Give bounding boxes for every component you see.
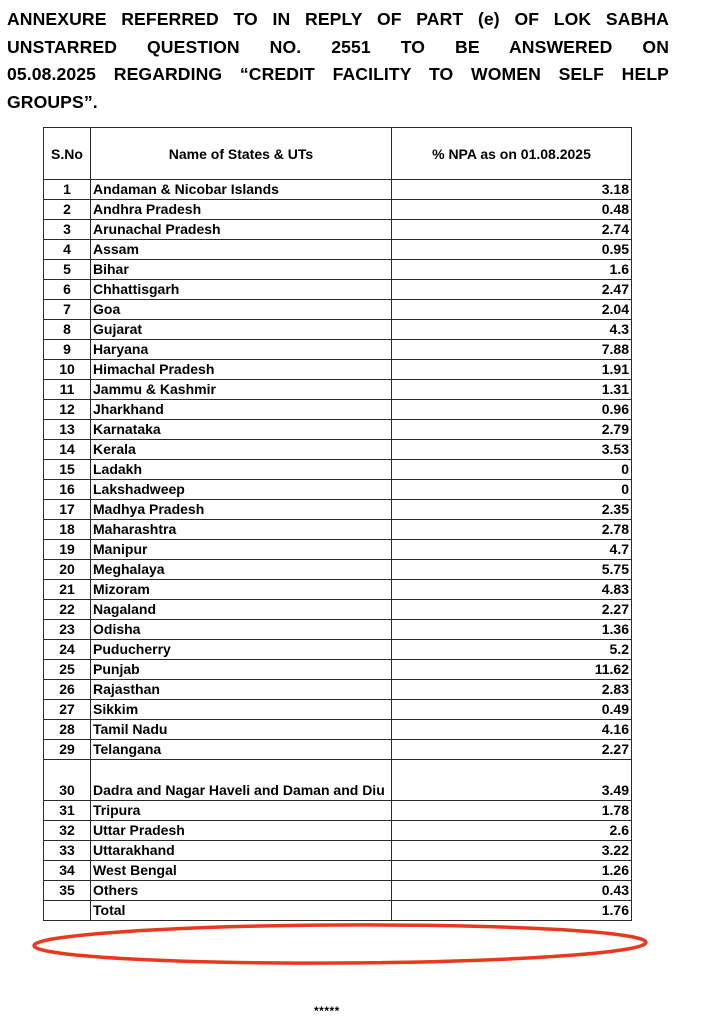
row-state-name: Telangana bbox=[91, 740, 392, 760]
row-state-name: Maharashtra bbox=[91, 520, 392, 540]
row-state-name: Bihar bbox=[91, 260, 392, 280]
row-sno: 16 bbox=[44, 480, 91, 500]
table-row bbox=[44, 480, 632, 500]
row-npa-value: 0.49 bbox=[392, 700, 632, 720]
row-npa-value: 1.36 bbox=[392, 620, 632, 640]
table-row bbox=[44, 380, 632, 400]
row-npa-value: 1.26 bbox=[392, 861, 632, 881]
row-npa-value: 0.95 bbox=[392, 240, 632, 260]
row-sno: 8 bbox=[44, 320, 91, 340]
table-row bbox=[44, 560, 632, 580]
row-npa-value: 0.43 bbox=[392, 881, 632, 901]
row-state-name: Jammu & Kashmir bbox=[91, 380, 392, 400]
table-row bbox=[44, 300, 632, 320]
row-sno: 23 bbox=[44, 620, 91, 640]
row-sno: 26 bbox=[44, 680, 91, 700]
row-state-name: Lakshadweep bbox=[91, 480, 392, 500]
table-row bbox=[44, 360, 632, 380]
table-row bbox=[44, 400, 632, 420]
row-sno: 22 bbox=[44, 600, 91, 620]
row-npa-value: 0 bbox=[392, 480, 632, 500]
heading-line: GROUPS”. bbox=[7, 91, 98, 112]
table-row bbox=[44, 760, 632, 801]
row-sno: 3 bbox=[44, 220, 91, 240]
row-state-name: Madhya Pradesh bbox=[91, 500, 392, 520]
row-state-name: Meghalaya bbox=[91, 560, 392, 580]
heading-line: 05.08.2025 REGARDING “CREDIT FACILITY TO WOMEN SELF HELP bbox=[7, 64, 669, 84]
row-npa-value: 3.18 bbox=[392, 180, 632, 200]
row-npa-value: 2.78 bbox=[392, 520, 632, 540]
row-state-name: Kerala bbox=[91, 440, 392, 460]
table-row bbox=[44, 440, 632, 460]
row-npa-value: 5.75 bbox=[392, 560, 632, 580]
table-row bbox=[44, 700, 632, 720]
column-header-sno: S.No bbox=[44, 128, 91, 180]
row-npa-value: 0 bbox=[392, 460, 632, 480]
row-sno: 35 bbox=[44, 881, 91, 901]
row-state-name: Chhattisgarh bbox=[91, 280, 392, 300]
row-sno: 14 bbox=[44, 440, 91, 460]
total-npa-value: 1.76 bbox=[392, 901, 632, 921]
row-npa-value: 1.31 bbox=[392, 380, 632, 400]
row-npa-value: 3.49 bbox=[392, 760, 632, 801]
row-state-name: Mizoram bbox=[91, 580, 392, 600]
table-row bbox=[44, 260, 632, 280]
heading-line: ANNEXURE REFERRED TO IN REPLY OF PART (e) OF LOK SABHA bbox=[7, 9, 669, 29]
row-sno: 28 bbox=[44, 720, 91, 740]
row-state-name: Sikkim bbox=[91, 700, 392, 720]
row-sno: 19 bbox=[44, 540, 91, 560]
row-state-name: Rajasthan bbox=[91, 680, 392, 700]
table-row bbox=[44, 420, 632, 440]
row-sno: 2 bbox=[44, 200, 91, 220]
row-npa-value: 7.88 bbox=[392, 340, 632, 360]
row-sno: 10 bbox=[44, 360, 91, 380]
table-row bbox=[44, 180, 632, 200]
heading-line: UNSTARRED QUESTION NO. 2551 TO BE ANSWERED ON bbox=[7, 36, 669, 57]
row-state-name: Manipur bbox=[91, 540, 392, 560]
table-row bbox=[44, 660, 632, 680]
table-row bbox=[44, 740, 632, 760]
table-row bbox=[44, 680, 632, 700]
table-row bbox=[44, 200, 632, 220]
row-npa-value: 1.6 bbox=[392, 260, 632, 280]
row-npa-value: 1.91 bbox=[392, 360, 632, 380]
row-npa-value: 3.53 bbox=[392, 440, 632, 460]
total-sno bbox=[44, 901, 91, 921]
row-state-name: Uttarakhand bbox=[91, 841, 392, 861]
row-state-name: Uttar Pradesh bbox=[91, 821, 392, 841]
row-state-name: Assam bbox=[91, 240, 392, 260]
row-state-name: Haryana bbox=[91, 340, 392, 360]
row-npa-value: 1.78 bbox=[392, 801, 632, 821]
row-sno: 7 bbox=[44, 300, 91, 320]
row-npa-value: 2.35 bbox=[392, 500, 632, 520]
row-npa-value: 0.96 bbox=[392, 400, 632, 420]
row-state-name: Ladakh bbox=[91, 460, 392, 480]
row-state-name: Punjab bbox=[91, 660, 392, 680]
row-npa-value: 2.79 bbox=[392, 420, 632, 440]
row-state-name: Karnataka bbox=[91, 420, 392, 440]
row-sno: 27 bbox=[44, 700, 91, 720]
row-sno: 25 bbox=[44, 660, 91, 680]
row-sno: 12 bbox=[44, 400, 91, 420]
table-row bbox=[44, 340, 632, 360]
table-row bbox=[44, 460, 632, 480]
row-sno: 24 bbox=[44, 640, 91, 660]
row-state-name: Tamil Nadu bbox=[91, 720, 392, 740]
row-state-name: Himachal Pradesh bbox=[91, 360, 392, 380]
row-sno: 17 bbox=[44, 500, 91, 520]
row-sno: 11 bbox=[44, 380, 91, 400]
row-sno: 4 bbox=[44, 240, 91, 260]
row-npa-value: 2.83 bbox=[392, 680, 632, 700]
row-sno: 33 bbox=[44, 841, 91, 861]
row-sno: 30 bbox=[44, 760, 91, 801]
row-state-name: West Bengal bbox=[91, 861, 392, 881]
row-sno: 5 bbox=[44, 260, 91, 280]
table-row bbox=[44, 320, 632, 340]
table-row bbox=[44, 240, 632, 260]
row-sno: 9 bbox=[44, 340, 91, 360]
row-state-name: Nagaland bbox=[91, 600, 392, 620]
row-npa-value: 3.22 bbox=[392, 841, 632, 861]
table-row bbox=[44, 500, 632, 520]
row-npa-value: 2.27 bbox=[392, 600, 632, 620]
table-row bbox=[44, 841, 632, 861]
npa-table bbox=[43, 127, 632, 921]
row-state-name: Jharkhand bbox=[91, 400, 392, 420]
table-row bbox=[44, 520, 632, 540]
row-npa-value: 11.62 bbox=[392, 660, 632, 680]
row-state-name: Dadra and Nagar Haveli and Daman and Diu bbox=[91, 760, 392, 801]
row-npa-value: 4.3 bbox=[392, 320, 632, 340]
row-state-name: Andaman & Nicobar Islands bbox=[91, 180, 392, 200]
end-marker: ***** bbox=[314, 1004, 340, 1018]
row-npa-value: 2.74 bbox=[392, 220, 632, 240]
highlight-oval bbox=[34, 923, 646, 964]
annexure-heading bbox=[7, 6, 669, 116]
row-sno: 34 bbox=[44, 861, 91, 881]
table-row bbox=[44, 861, 632, 881]
table-row bbox=[44, 720, 632, 740]
row-sno: 32 bbox=[44, 821, 91, 841]
row-sno: 20 bbox=[44, 560, 91, 580]
row-state-name: Others bbox=[91, 881, 392, 901]
row-npa-value: 4.83 bbox=[392, 580, 632, 600]
row-npa-value: 4.16 bbox=[392, 720, 632, 740]
row-state-name: Tripura bbox=[91, 801, 392, 821]
row-state-name: Goa bbox=[91, 300, 392, 320]
row-state-name: Andhra Pradesh bbox=[91, 200, 392, 220]
column-header-name: Name of States & UTs bbox=[91, 128, 392, 180]
row-npa-value: 5.2 bbox=[392, 640, 632, 660]
table-row bbox=[44, 580, 632, 600]
row-sno: 13 bbox=[44, 420, 91, 440]
table-total-row bbox=[44, 901, 632, 921]
table-row bbox=[44, 540, 632, 560]
row-state-name: Odisha bbox=[91, 620, 392, 640]
row-sno: 6 bbox=[44, 280, 91, 300]
row-sno: 21 bbox=[44, 580, 91, 600]
table-row bbox=[44, 640, 632, 660]
row-state-name: Puducherry bbox=[91, 640, 392, 660]
row-npa-value: 2.6 bbox=[392, 821, 632, 841]
table-row bbox=[44, 620, 632, 640]
row-npa-value: 4.7 bbox=[392, 540, 632, 560]
row-npa-value: 2.47 bbox=[392, 280, 632, 300]
table-row bbox=[44, 220, 632, 240]
row-sno: 31 bbox=[44, 801, 91, 821]
row-npa-value: 2.04 bbox=[392, 300, 632, 320]
row-sno: 29 bbox=[44, 740, 91, 760]
table-row bbox=[44, 280, 632, 300]
row-sno: 15 bbox=[44, 460, 91, 480]
row-sno: 1 bbox=[44, 180, 91, 200]
row-npa-value: 2.27 bbox=[392, 740, 632, 760]
table-row bbox=[44, 801, 632, 821]
table-row bbox=[44, 600, 632, 620]
total-label: Total bbox=[91, 901, 392, 921]
row-state-name: Arunachal Pradesh bbox=[91, 220, 392, 240]
row-state-name: Gujarat bbox=[91, 320, 392, 340]
table-row bbox=[44, 821, 632, 841]
table-row bbox=[44, 881, 632, 901]
table-header-row bbox=[44, 128, 632, 180]
row-npa-value: 0.48 bbox=[392, 200, 632, 220]
row-sno: 18 bbox=[44, 520, 91, 540]
column-header-npa: % NPA as on 01.08.2025 bbox=[392, 128, 632, 180]
